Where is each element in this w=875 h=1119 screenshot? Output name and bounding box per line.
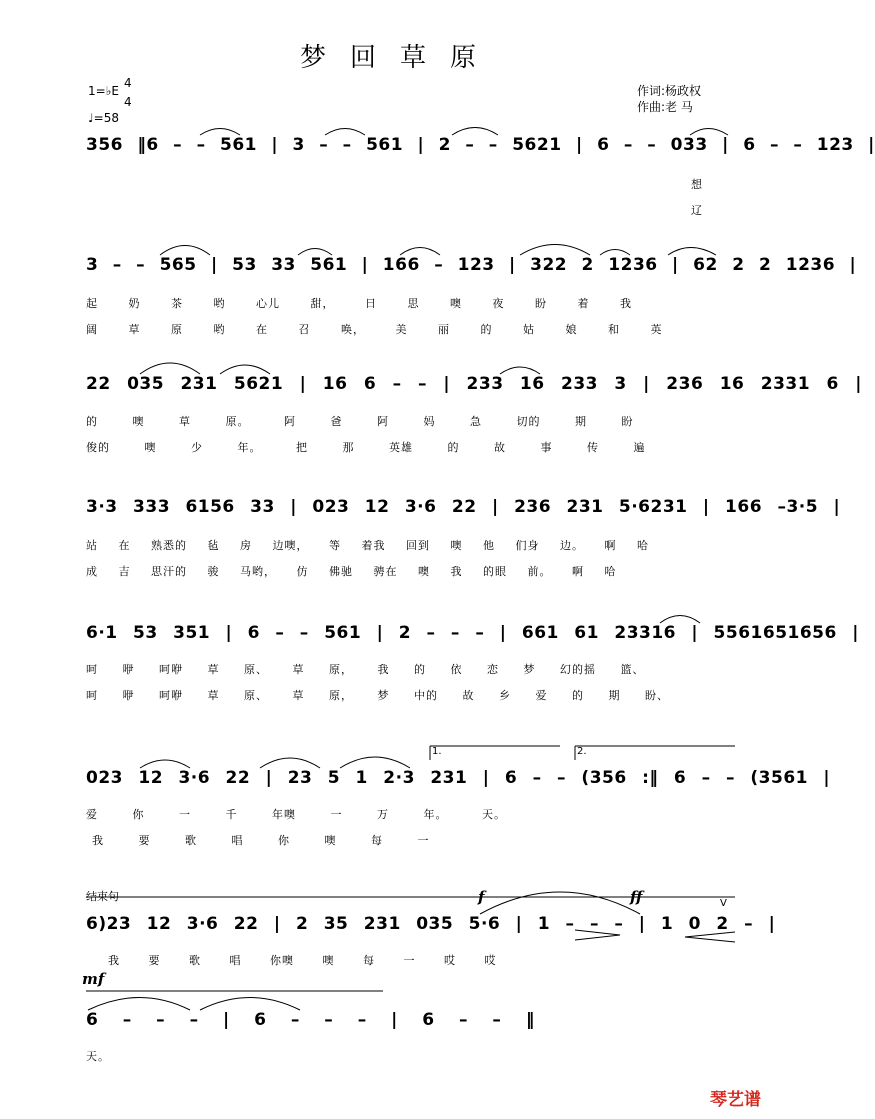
lyrics-row-4-verse-1: 站 在 熟悉的 毡 房 边噢， 等 着我 回到 噢 他 们身 边。 啊 哈 [86, 539, 649, 552]
volta-2-label: 2. [577, 746, 587, 757]
quarter-note-icon: ♩ [88, 111, 94, 125]
ending-label: 结束句 [86, 890, 119, 903]
page-title: 梦回草原 [300, 43, 501, 73]
lyrics-row-8-verse-1: 天。 [86, 1050, 110, 1063]
score-row-7: 6)23 12 3·6 22 | 2 35 231 035 5·6 | 1 – – – | 1 0 2 – | [86, 914, 776, 934]
lyrics-row-7-verse-1: 我 要 歌 唱 你噢 噢 每 一 哎 哎 [108, 954, 497, 967]
score-row-6: 023 12 3·6 22 | 23 5 1 2·3 231 | 6 – – (356 :‖ 6 – – (3561 | [86, 768, 831, 788]
lyrics-row-4-verse-2: 成 吉 思汗的 骏 马哟， 仿 佛驰 骋在 噢 我 的眼 前。 啊 哈 [86, 565, 617, 578]
time-signature-top: 4 [124, 76, 132, 90]
lyrics-row-3-verse-1: 的 噢 草 原。 阿 爸 阿 妈 急 切的 期 盼 [86, 415, 634, 428]
lyrics-row-5-verse-1: 呵 咿 呵咿 草 原、 草 原， 我 的 依 恋 梦 幻的摇 篮、 [86, 663, 645, 676]
score-row-3: 22 035 231 5621 | 16 6 – – | 233 16 233 3 | 236 16 2331 6 | [86, 374, 862, 394]
lyrics-row-5-verse-2: 呵 咿 呵咿 草 原、 草 原， 梦 中的 故 乡 爱 的 期 盼、 [86, 689, 669, 702]
score-row-8: 6 – – – | 6 – – – | 6 – – ‖ [86, 1010, 535, 1030]
dynamic-forte: f [478, 888, 485, 906]
score-row-2: 3 – – 565 | 53 33 561 | 166 – 123 | 322 2 1236 | 62 2 2 1236 | [86, 255, 857, 275]
volta-1-label: 1. [432, 746, 442, 757]
dynamic-fortissimo: ff [630, 888, 643, 906]
composer-credit: 作曲:老 马 [637, 100, 693, 114]
lyrics-row-6-verse-2: 我 要 歌 唱 你 噢 每 一 [92, 834, 430, 847]
dynamic-mezzo-forte: mf [82, 970, 105, 988]
lyrics-row-3-verse-2: 俊的 噢 少 年。 把 那 英雄 的 故 事 传 遍 [86, 441, 646, 454]
lyricist-credit: 作词:杨政权 [637, 84, 702, 98]
score-row-1: 356 ‖6 – – 561 | 3 – – 561 | 2 – – 5621 | 6 – – 033 | 6 – – 123 | [86, 135, 875, 155]
watermark-logo: 琴艺谱 [710, 1090, 761, 1110]
lyrics-row-2-verse-1: 起 奶 茶 哟 心儿 甜， 日 思 噢 夜 盼 着 我 [86, 297, 632, 310]
score-row-5: 6·1 53 351 | 6 – – 561 | 2 – – – | 661 61 23316 | 5561651656 | [86, 623, 859, 643]
key-signature: 1=♭E [88, 84, 119, 98]
breath-mark: V [720, 898, 727, 909]
time-signature-bottom: 4 [124, 95, 132, 109]
score-row-4: 3·3 333 6156 33 | 023 12 3·6 22 | 236 231 5·6231 | 166 –3·5 | [86, 497, 841, 517]
lyrics-row-2-verse-2: 阔 草 原 哟 在 召 唤， 美 丽 的 姑 娘 和 英 [86, 323, 663, 336]
tempo-marking: ♩=58 [88, 111, 119, 125]
lyrics-row-1-verse-2: 辽 [691, 204, 703, 217]
lyrics-row-1-verse-1: 想 [691, 178, 703, 191]
lyrics-row-6-verse-1: 爱 你 一 千 年噢 一 万 年。 天。 [86, 808, 506, 821]
